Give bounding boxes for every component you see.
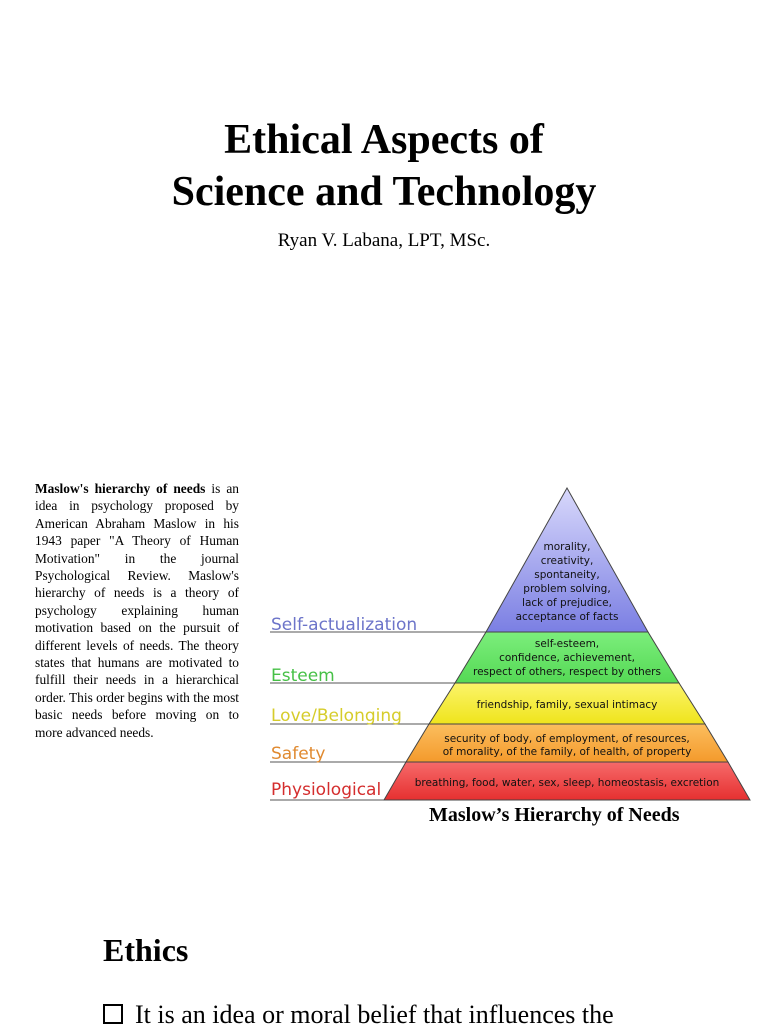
ethics-bullet bbox=[103, 1000, 614, 1030]
label-esteem: Esteem bbox=[271, 666, 335, 686]
blurb-lead: Maslow's hierarchy of needs bbox=[35, 481, 206, 496]
label-self-actualization: Self-actualization bbox=[271, 615, 418, 635]
desc-self-3: spontaneity, bbox=[534, 569, 600, 581]
desc-love-1: friendship, family, sexual intimacy bbox=[476, 699, 658, 711]
desc-self-2: creativity, bbox=[540, 555, 594, 567]
title-line-1: Ethical Aspects of bbox=[224, 117, 544, 163]
desc-self-5: lack of prejudice, bbox=[522, 597, 612, 609]
checkbox-bullet-icon bbox=[103, 1004, 123, 1024]
title-line-2: Science and Technology bbox=[171, 169, 597, 215]
slide-title bbox=[0, 114, 768, 218]
author-line: Ryan V. Labana, LPT, MSc. bbox=[277, 230, 491, 251]
figure-caption: Maslow’s Hierarchy of Needs bbox=[429, 804, 680, 826]
desc-self-6: acceptance of facts bbox=[515, 611, 619, 623]
desc-safety-1: security of body, of employment, of resources, bbox=[444, 733, 690, 745]
blurb-body: is an idea in psychology proposed by American Abraham Maslow in his 1943 paper "A Theory of Human Motivation" in the journal Psychological Review. Maslow's hierarchy of needs is a theory of psychology explaining human motivation based on the pursuit of different levels of needs. The theory states that humans are motivated to fulfill their needs in a hierarchical order. This order begins with the most basic needs before moving on to more advanced needs. bbox=[35, 481, 239, 740]
desc-self-1: morality, bbox=[543, 541, 591, 553]
label-safety: Safety bbox=[271, 744, 326, 764]
label-love-belonging: Love/Belonging bbox=[271, 706, 402, 726]
ethics-heading: Ethics bbox=[103, 932, 189, 968]
desc-esteem-2: confidence, achievement, bbox=[499, 652, 635, 664]
desc-esteem-3: respect of others, respect by others bbox=[473, 666, 661, 678]
desc-phys-1: breathing, food, water, sex, sleep, homeostasis, excretion bbox=[414, 777, 720, 789]
maslow-pyramid-figure bbox=[262, 484, 752, 804]
desc-esteem-1: self-esteem, bbox=[534, 638, 600, 650]
desc-self-4: problem solving, bbox=[523, 583, 611, 595]
label-physiological: Physiological bbox=[271, 780, 382, 800]
desc-safety-2: of morality, of the family, of health, of property bbox=[442, 746, 692, 758]
ethics-bullet-text: It is an idea or moral belief that influences the bbox=[135, 1000, 614, 1029]
maslow-description bbox=[35, 480, 239, 741]
